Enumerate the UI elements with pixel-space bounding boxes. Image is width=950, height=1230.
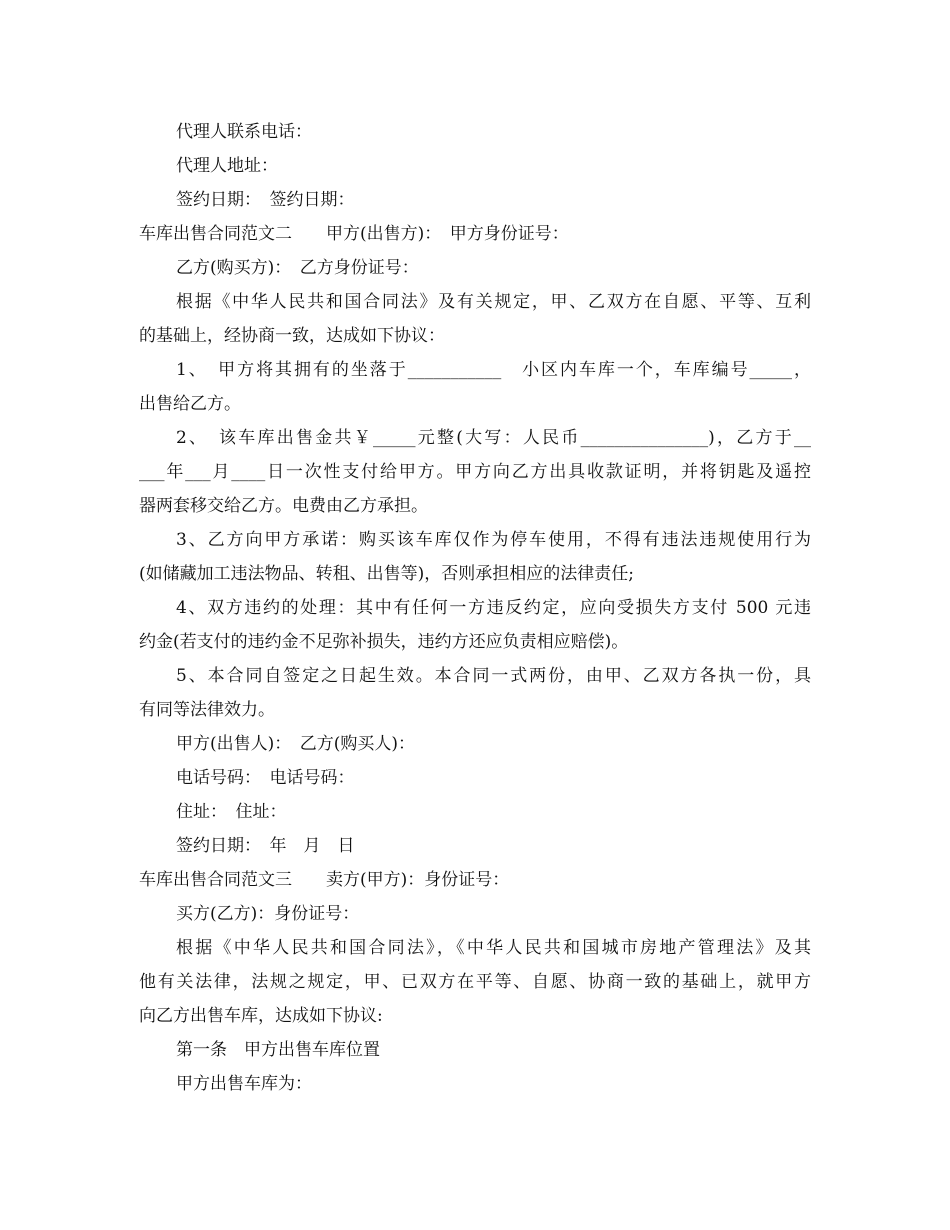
- text-line: 签约日期： 年 月 日: [176, 836, 355, 856]
- text-line: 4、双方违约的处理：其中有任何一方违反约定，应向受损失方支付 500 元违: [176, 598, 811, 618]
- text-line: 约金(若支付的违约金不足弥补损失，违约方还应负责相应赔偿)。: [139, 632, 629, 652]
- text-line: 3、乙方向甲方承诺：购买该车库仅作为停车使用，不得有违法违规使用行为: [176, 530, 811, 550]
- article-heading-line: 第一条 甲方出售车库位置: [176, 1040, 380, 1060]
- text-line: 根据《中华人民共和国合同法》及有关规定，甲、乙双方在自愿、平等、互利: [176, 292, 811, 312]
- text-line: 出售给乙方。: [139, 394, 241, 414]
- section-heading-line: 车库出售合同范文三 卖方(甲方)：身份证号：: [139, 870, 510, 890]
- text-line: 买方(乙方)：身份证号：: [176, 904, 360, 924]
- text-line: 代理人地址：: [176, 156, 278, 176]
- text-line: 的基础上，经协商一致，达成如下协议：: [139, 326, 445, 346]
- text-line: 向乙方出售车库，达成如下协议:: [139, 1006, 383, 1026]
- text-line: 根据《中华人民共和国合同法》，《中华人民共和国城市房地产管理法》及其: [176, 938, 811, 958]
- text-line: 住址： 住址：: [176, 802, 287, 822]
- text-line: 签约日期： 签约日期：: [176, 190, 355, 210]
- text-line: 电话号码： 电话号码：: [176, 768, 355, 788]
- text-line: 乙方(购买方)： 乙方身份证号：: [176, 258, 419, 278]
- section-heading-line: 车库出售合同范文二 甲方(出售方)： 甲方身份证号：: [139, 224, 569, 244]
- text-line: (如储藏加工违法物品、转租、出售等)，否则承担相应的法律责任;: [139, 564, 634, 584]
- text-line: 代理人联系电话：: [176, 122, 312, 142]
- text-line: 1、 甲方将其拥有的坐落于___________ 小区内车库一个，车库编号_____，: [176, 360, 811, 380]
- text-line: 有同等法律效力。: [139, 700, 275, 720]
- text-line: 2、 该车库出售金共￥_____元整(大写：人民币_______________)，乙方于__: [176, 428, 811, 448]
- text-line: 5、本合同自签定之日起生效。本合同一式两份，由甲、乙双方各执一份，具: [176, 666, 811, 686]
- text-line: 他有关法律，法规之规定，甲、已双方在平等、自愿、协商一致的基础上，就甲方: [139, 972, 811, 992]
- document-body: [139, 115, 811, 1101]
- text-line: 甲方(出售人)： 乙方(购买人)：: [176, 734, 416, 754]
- text-line: ___年___月____日一次性支付给甲方。甲方向乙方出具收款证明，并将钥匙及遥控: [139, 462, 811, 482]
- text-line: 器两套移交给乙方。电费由乙方承担。: [139, 496, 428, 516]
- text-line: 甲方出售车库为：: [176, 1074, 312, 1094]
